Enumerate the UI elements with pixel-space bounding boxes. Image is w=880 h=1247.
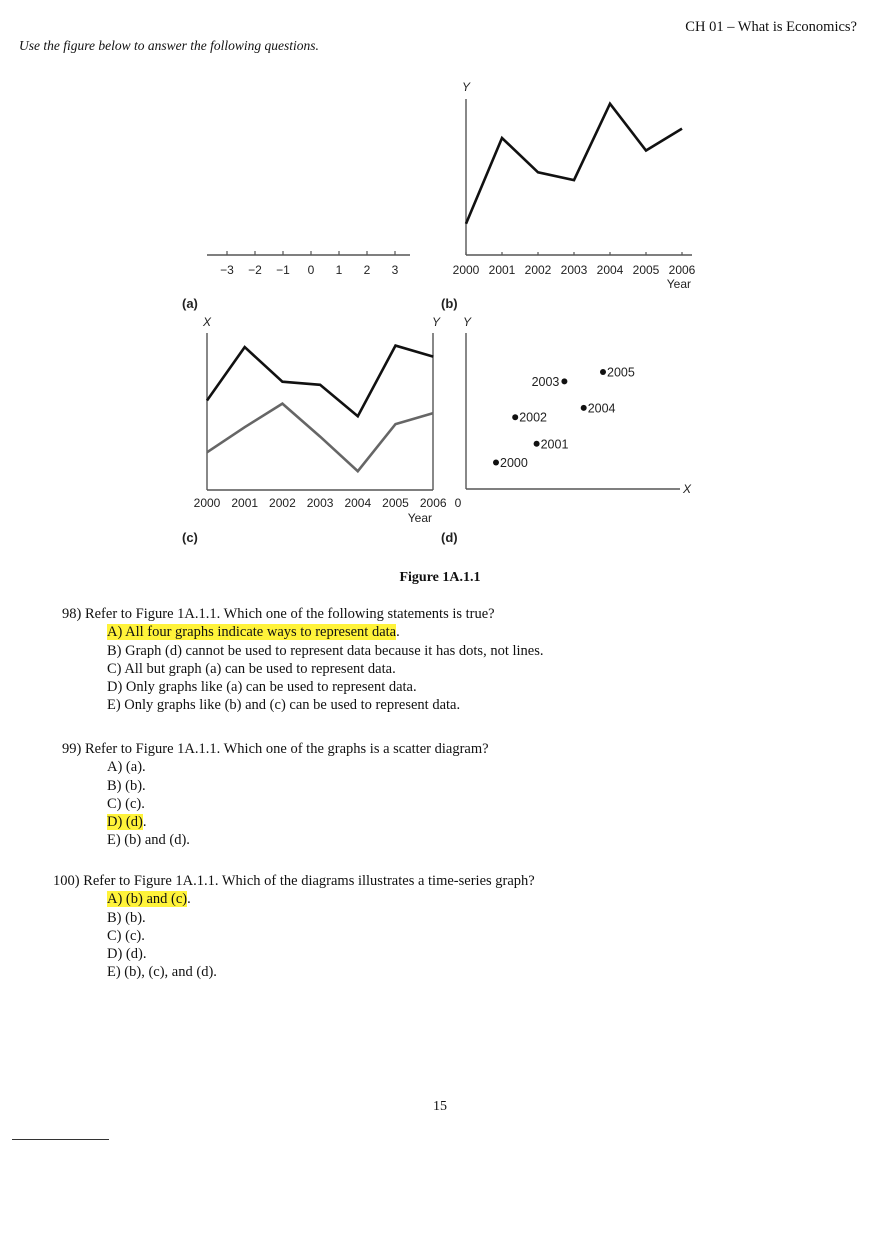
year-tick-label: 2001 — [488, 263, 516, 277]
tick-label: 0 — [307, 263, 315, 277]
panel-c — [182, 315, 447, 545]
scatter-label-2001: 2001 — [540, 437, 569, 452]
option-b: B) (b). — [107, 909, 146, 926]
option-e: E) (b), (c), and (d). — [107, 964, 217, 981]
panel-b-y-label: Y — [462, 80, 471, 94]
option-c: C) (c). — [107, 927, 145, 944]
tick-label: 2 — [363, 263, 371, 277]
option-e: E) Only graphs like (b) and (c) can be used to represent data. — [107, 697, 461, 714]
option-d: D) Only graphs like (a) can be used to represent data. — [107, 679, 417, 696]
year-tick-label: 2006 — [668, 263, 696, 277]
question-98 — [62, 605, 543, 715]
answer-highlight: D) (d) — [107, 814, 143, 831]
year-tick-label: 2004 — [596, 263, 624, 277]
option-b: B) Graph (d) cannot be used to represent data because it has dots, not lines. — [107, 642, 544, 659]
scatter-label-2002: 2002 — [519, 410, 548, 425]
year-tick-label: 2002 — [269, 496, 296, 510]
scatter-point-2002 — [512, 414, 518, 420]
year-tick-label: 2006 — [419, 496, 447, 510]
option-a: A) (a). — [107, 759, 146, 776]
panel-d-origin: 0 — [454, 496, 462, 510]
panel-b — [441, 80, 696, 311]
panel-b-series-y — [466, 104, 682, 224]
panel-c-series-y — [207, 404, 433, 472]
answer-options — [107, 623, 543, 714]
year-tick-label: 2004 — [344, 496, 372, 510]
year-tick-label: 2005 — [382, 496, 409, 510]
scatter-label-2005: 2005 — [607, 365, 635, 380]
panel-a-label: (a) — [182, 296, 198, 311]
year-tick-label: 2003 — [306, 496, 334, 510]
option-d: D) (d). — [107, 814, 147, 831]
scatter-point-2000 — [493, 460, 499, 466]
option-c: C) All but graph (a) can be used to represent data. — [107, 660, 396, 677]
question-stem: 100) Refer to Figure 1A.1.1. Which of the diagrams illustrates a time-series graph? — [53, 873, 535, 889]
scatter-label-2003: 2003 — [531, 374, 560, 389]
panel-b-label: (b) — [441, 296, 458, 311]
scatter-point-2001 — [534, 441, 540, 447]
option-d: D) (d). — [107, 946, 147, 963]
tick-label: −2 — [248, 263, 262, 277]
panel-c-year-ticks — [194, 496, 447, 510]
answer-options — [107, 890, 535, 981]
option-e: E) (b) and (d). — [107, 832, 190, 849]
panel-c-x-label: Year — [407, 511, 432, 525]
tick-label: 1 — [335, 263, 343, 277]
page-header: CH 01 – What is Economics? — [685, 19, 857, 35]
answer-highlight: A) All four graphs indicate ways to represent data — [107, 624, 397, 641]
option-b: B) (b). — [107, 777, 146, 794]
panel-d-y-label: Y — [463, 315, 472, 329]
scatter-point-2004 — [581, 405, 587, 411]
scatter-label-2004: 2004 — [587, 401, 616, 416]
figure-caption: Figure 1A.1.1 — [399, 570, 481, 585]
question-stem: 99) Refer to Figure 1A.1.1. Which one of the graphs is a scatter diagram? — [62, 741, 489, 757]
option-c: C) (c). — [107, 795, 145, 812]
option-a: A) All four graphs indicate ways to represent data. — [107, 624, 400, 641]
panel-c-series-x — [207, 346, 433, 417]
panel-a — [182, 251, 410, 311]
question-99 — [62, 740, 489, 850]
footnote-rule — [12, 1139, 109, 1140]
panel-d — [441, 315, 692, 545]
question-100 — [53, 872, 535, 982]
panel-b-x-label: Year — [666, 277, 691, 291]
figure-1a-1-1 — [170, 75, 710, 555]
tick-label: 3 — [391, 263, 399, 277]
panel-c-right-axis-label: Y — [432, 315, 441, 329]
answer-options — [107, 758, 489, 849]
scatter-label-2000: 2000 — [500, 456, 528, 470]
year-tick-label: 2001 — [231, 496, 259, 510]
scatter-point-2003 — [561, 378, 567, 384]
tick-label: −3 — [220, 263, 234, 277]
panel-d-points — [493, 366, 635, 471]
question-stem: 98) Refer to Figure 1A.1.1. Which one of the following statements is true? — [62, 606, 495, 622]
panel-d-label: (d) — [441, 530, 458, 545]
answer-highlight: A) (b) and (c) — [107, 891, 188, 908]
year-tick-label: 2003 — [560, 263, 588, 277]
tick-label: −1 — [276, 263, 290, 277]
year-tick-label: 2000 — [452, 263, 480, 277]
panel-b-year-ticks — [453, 252, 696, 277]
instruction-text: Use the figure below to answer the following questions. — [19, 38, 319, 53]
option-a: A) (b) and (c). — [107, 891, 191, 908]
page-number: 15 — [433, 1099, 447, 1114]
scatter-point-2005 — [600, 369, 606, 375]
year-tick-label: 2002 — [524, 263, 552, 277]
panel-c-left-axis-label: X — [203, 315, 212, 329]
panel-c-label: (c) — [182, 530, 198, 545]
year-tick-label: 2005 — [632, 263, 660, 277]
panel-d-x-label: X — [683, 482, 692, 496]
year-tick-label: 2000 — [193, 496, 221, 510]
